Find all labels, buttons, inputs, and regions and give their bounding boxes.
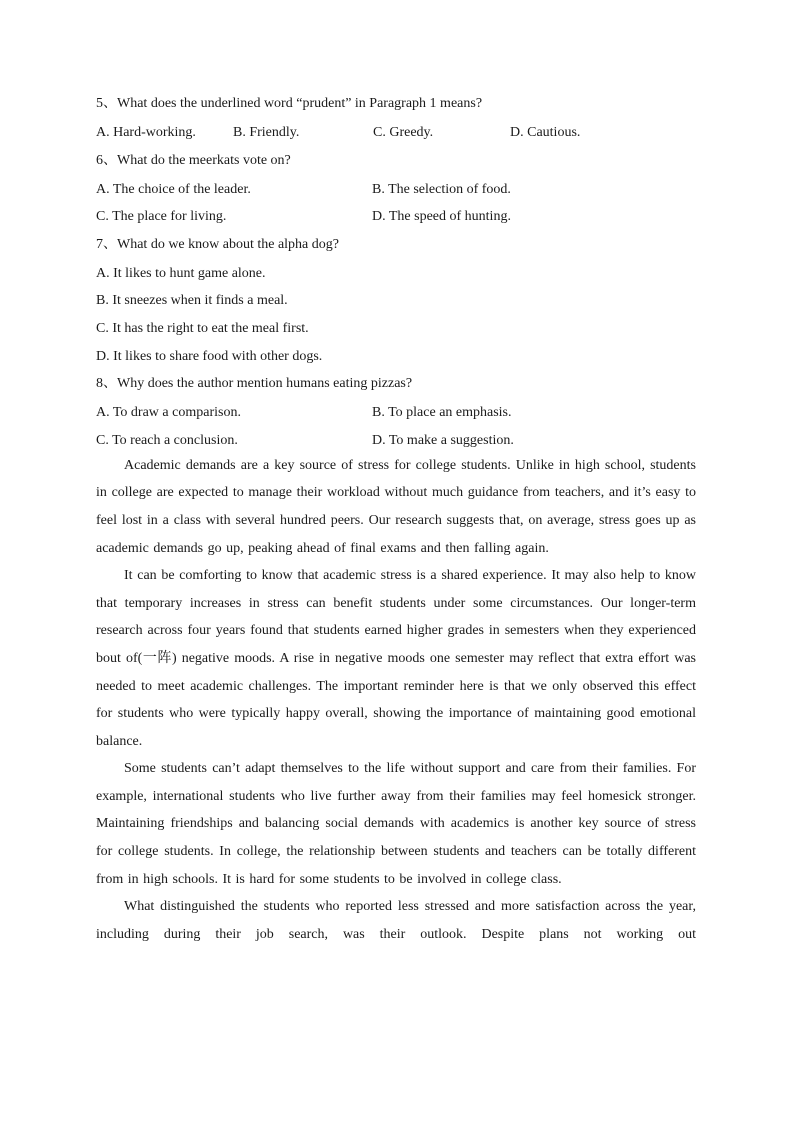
q8-option-a[interactable]: A. To draw a comparison. (96, 405, 241, 421)
q6-option-b[interactable]: B. The selection of food. (372, 181, 511, 197)
question-6-options-row-2 (96, 207, 696, 227)
q5-option-a[interactable]: A. Hard-working. (96, 125, 196, 140)
question-7-stem: 7、What do we know about the alpha dog? (96, 236, 339, 252)
q6-option-c[interactable]: C. The place for living. (96, 209, 227, 225)
question-8-options-row-2 (96, 431, 696, 451)
question-6-options-row-1 (96, 180, 696, 200)
q6-option-a[interactable]: A. The choice of the leader. (96, 181, 251, 197)
q7-option-d[interactable]: D. It likes to share food with other dogs. (96, 348, 323, 364)
question-6-stem: 6、What do the meerkats vote on? (96, 152, 291, 168)
q5-option-c[interactable]: C. Greedy. (373, 125, 434, 140)
question-8-options-row-1 (96, 403, 696, 423)
question-8-stem: 8、Why does the author mention humans eating pizzas? (96, 376, 413, 392)
q8-option-b[interactable]: B. To place an emphasis. (372, 405, 512, 421)
q7-option-a[interactable]: A. It likes to hunt game alone. (96, 265, 266, 281)
q7-option-b[interactable]: B. It sneezes when it finds a meal. (96, 293, 288, 309)
passage-paragraph-3: Some students can’t adapt themselves to the life without support and care from their families. For example, international students who live further away from their families may feel homesick stronger. Maintaining friendships and balancing social demands with academics is another key source of stress for college students. In college, the relationship between students and teachers can be totally different from in high schools. It is hard for some students to be involved in college class. (96, 761, 696, 887)
q6-option-d[interactable]: D. The speed of hunting. (372, 209, 511, 225)
passage-paragraph-1: Academic demands are a key source of stress for college students. Unlike in high school, students in college are expected to manage their workload without much guidance from teachers, and it’s easy to feel lost in a class with several hundred peers. Our research suggests that, on average, stress goes up as academic demands go up, peaking ahead of final exams and then falling again. (96, 457, 696, 556)
exam-page (96, 94, 696, 948)
q8-option-c[interactable]: C. To reach a conclusion. (96, 432, 238, 448)
reading-passage (96, 452, 696, 949)
q5-option-b[interactable]: B. Friendly. (233, 125, 300, 140)
q7-option-c[interactable]: C. It has the right to eat the meal first. (96, 320, 309, 336)
q5-option-d[interactable]: D. Cautious. (510, 125, 581, 140)
q8-option-d[interactable]: D. To make a suggestion. (372, 432, 514, 448)
question-5-stem: 5、What does the underlined word “prudent” in Paragraph 1 means? (96, 96, 483, 111)
passage-paragraph-2: It can be comforting to know that academic stress is a shared experience. It may also help to know that temporary increases in stress can benefit students under some circumstances. Our longer-term research across four years found that students earned higher grades in semesters when they experienced bout of(一阵) negative moods. A rise in negative moods one semester may reflect that extra effort was needed to meet academic challenges. The important reminder here is that we only observed this effect for students who were typically happy overall, showing the importance of maintaining good emotional balance. (96, 568, 696, 749)
passage-paragraph-4: What distinguished the students who reported less stressed and more satisfaction across the year, including during their job search, was their outlook. Despite plans not working out (96, 899, 696, 942)
question-5-options (96, 123, 696, 143)
